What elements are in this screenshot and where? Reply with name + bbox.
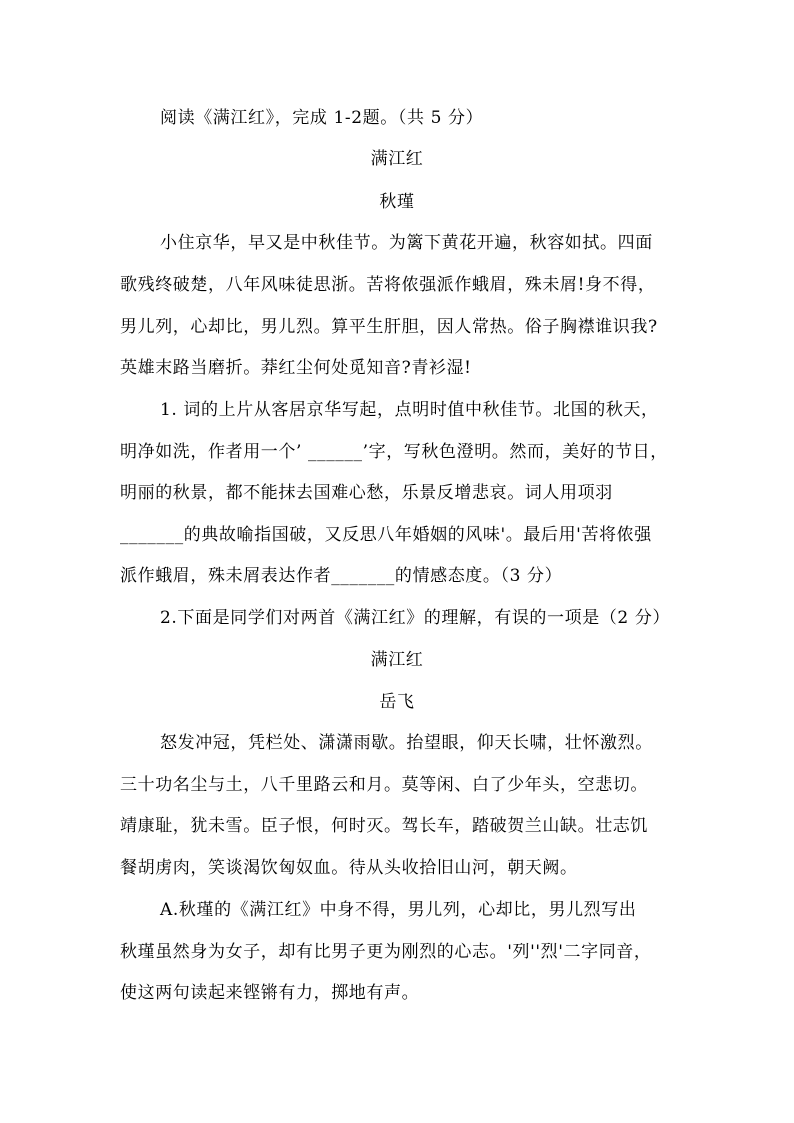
- question1-line: 明净如洗，作者用一个’ ______’字，写秋色澄明。然而，美好的节日，: [120, 442, 668, 462]
- question1-line: 明丽的秋景，都不能抹去国难心愁，乐景反增悲哀。词人用项羽: [120, 483, 613, 503]
- question1-line: _______的典故喻指国破，又反思八年婚姻的风味'。最后用'苦将侬强: [120, 525, 652, 545]
- poem1-line: 歌残终破楚，八年风味徒思浙。苦将侬强派作蛾眉，殊未屑!身不得，: [120, 275, 656, 295]
- intro-text: 阅读《满江红》，完成 1-2题。（共 5 分）: [160, 108, 484, 128]
- poem1-line: 英雄末路当磨折。莽红尘何处觅知音?青衫湿!: [120, 358, 472, 378]
- poem2-author: 岳飞: [379, 692, 415, 712]
- option-a-line: 使这两句读起来铿锵有力，掷地有声。: [120, 983, 420, 1003]
- poem2-line: 怒发冲冠，凭栏处、潇潇雨歇。抬望眼，仰天长啸，壮怀激烈。: [160, 733, 653, 753]
- poem2-line: 三十功名尘与土，八千里路云和月。莫等闲、白了少年头，空悲切。: [120, 775, 648, 795]
- option-a-line: 秋瑾虽然身为女子，却有比男子更为刚烈的心志。'列''烈'二字同音，: [120, 942, 652, 962]
- question1-line: 1. 词的上片从客居京华写起，点明时值中秋佳节。北国的秋天，: [160, 400, 659, 420]
- poem1-author: 秋瑾: [379, 192, 415, 212]
- poem2-line: 餐胡虏肉，笑谈渴饮匈奴血。待从头收拾旧山河，朝天阙。: [120, 858, 578, 878]
- poem2-line: 靖康耻，犹未雪。臣子恨，何时灭。驾长车，踏破贺兰山缺。壮志饥: [120, 816, 648, 836]
- poem2-title: 满江红: [370, 650, 424, 670]
- poem1-line: 小住京华，早又是中秋佳节。为篱下黄花开遍，秋容如拭。四面: [160, 233, 653, 253]
- poem1-line: 男儿列，心却比，男儿烈。算平生肝胆，因人常热。俗子胸襟谁识我?: [120, 317, 658, 337]
- option-a-line: A.秋瑾的《满江红》中身不得，男儿列，心却比，男儿烈写出: [160, 900, 637, 920]
- question1-line: 派作蛾眉，殊未屑表达作者_______的情感态度。（3 分）: [120, 566, 563, 586]
- poem1-title: 满江红: [370, 149, 424, 169]
- question2-prompt: 2.下面是同学们对两首《满江红》的理解，有误的一项是（2 分）: [160, 608, 671, 628]
